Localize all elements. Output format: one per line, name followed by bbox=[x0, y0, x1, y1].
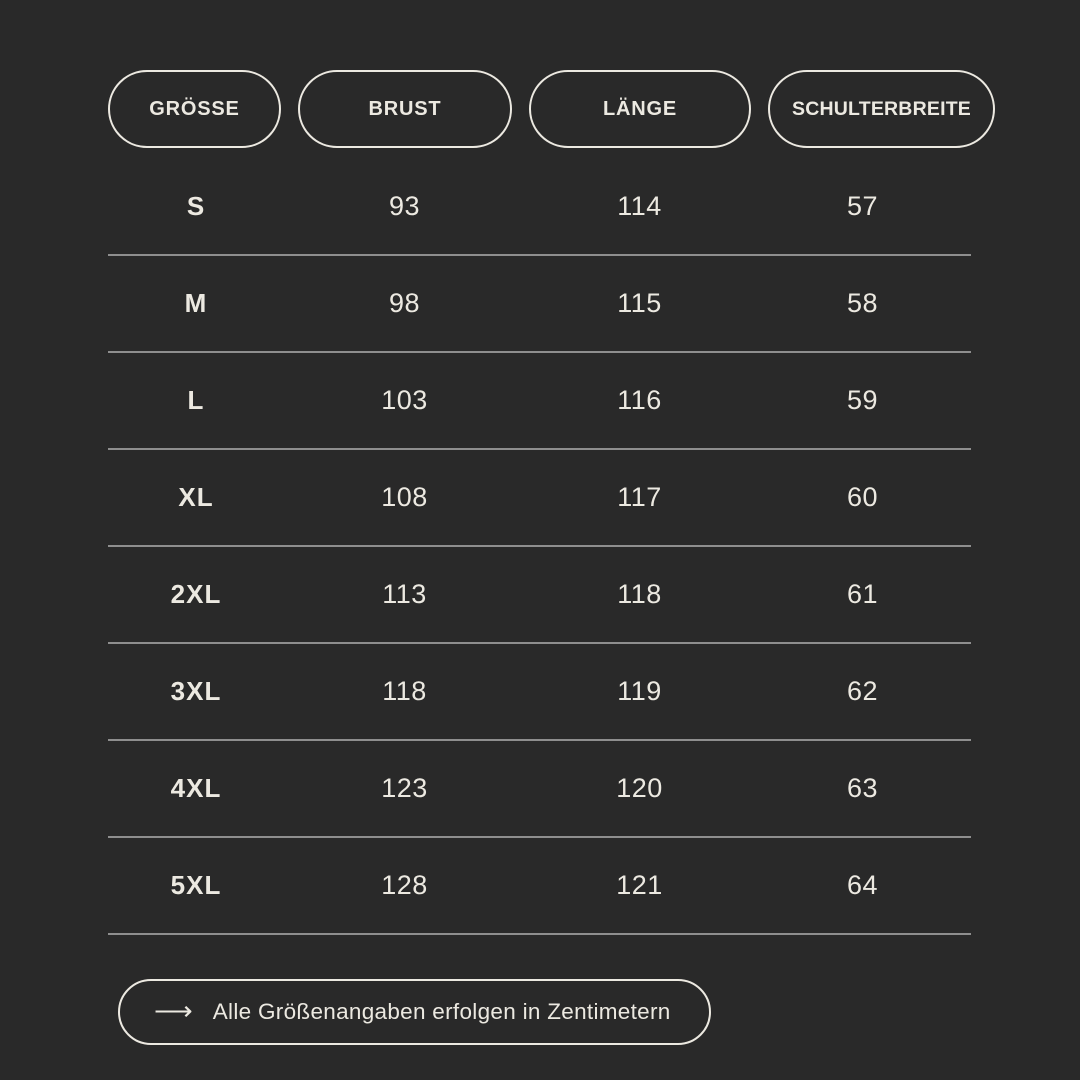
table-row bbox=[108, 159, 971, 256]
schulterbreite-cell: 59 bbox=[846, 385, 879, 415]
schulterbreite-cell: 61 bbox=[846, 579, 879, 609]
schulterbreite-cell: 64 bbox=[846, 870, 879, 900]
laenge-cell: 116 bbox=[617, 385, 662, 415]
brust-cell: 113 bbox=[382, 579, 427, 609]
size-cell: XL bbox=[178, 482, 214, 512]
table-row bbox=[108, 450, 971, 547]
schulterbreite-cell: 57 bbox=[846, 191, 879, 221]
schulterbreite-cell: 60 bbox=[846, 482, 879, 512]
header-label: BRUST bbox=[368, 97, 442, 120]
laenge-cell: 118 bbox=[617, 579, 662, 609]
header-label: LÄNGE bbox=[603, 97, 677, 120]
size-cell: M bbox=[184, 288, 208, 318]
table-header-row bbox=[108, 70, 1080, 148]
brust-cell: 123 bbox=[381, 773, 428, 803]
table-row bbox=[108, 741, 971, 838]
laenge-cell: 117 bbox=[617, 482, 662, 512]
laenge-cell: 115 bbox=[617, 288, 662, 318]
right-arrow-icon: ⟶ bbox=[154, 995, 193, 1026]
laenge-cell: 121 bbox=[616, 870, 663, 900]
brust-cell: 98 bbox=[388, 288, 421, 318]
brust-cell: 93 bbox=[388, 191, 421, 221]
size-cell: 3XL bbox=[170, 676, 222, 706]
table-row bbox=[108, 838, 971, 935]
size-cell: 5XL bbox=[170, 870, 222, 900]
size-cell: S bbox=[186, 191, 206, 221]
table-row bbox=[108, 256, 971, 353]
schulterbreite-cell: 63 bbox=[846, 773, 879, 803]
table-body bbox=[108, 159, 971, 935]
header-pill-groesse bbox=[108, 70, 281, 148]
brust-cell: 108 bbox=[381, 482, 428, 512]
size-cell: 2XL bbox=[170, 579, 222, 609]
schulterbreite-cell: 58 bbox=[846, 288, 879, 318]
header-pill-laenge bbox=[529, 70, 751, 148]
laenge-cell: 119 bbox=[617, 676, 662, 706]
brust-cell: 103 bbox=[381, 385, 428, 415]
laenge-cell: 114 bbox=[617, 191, 662, 221]
footer-note-pill bbox=[118, 979, 711, 1045]
size-cell: L bbox=[187, 385, 205, 415]
header-pill-brust bbox=[298, 70, 512, 148]
table-row bbox=[108, 353, 971, 450]
size-cell: 4XL bbox=[170, 773, 222, 803]
table-row bbox=[108, 644, 971, 741]
laenge-cell: 120 bbox=[616, 773, 663, 803]
header-label: SCHULTERBREITE bbox=[791, 97, 972, 120]
header-label: GRÖSSE bbox=[149, 97, 240, 120]
footer-note-text: Alle Größenangaben erfolgen in Zentimetern bbox=[212, 999, 671, 1024]
schulterbreite-cell: 62 bbox=[846, 676, 879, 706]
header-pill-schulterbreite bbox=[768, 70, 995, 148]
table-row bbox=[108, 547, 971, 644]
brust-cell: 128 bbox=[381, 870, 428, 900]
brust-cell: 118 bbox=[382, 676, 427, 706]
